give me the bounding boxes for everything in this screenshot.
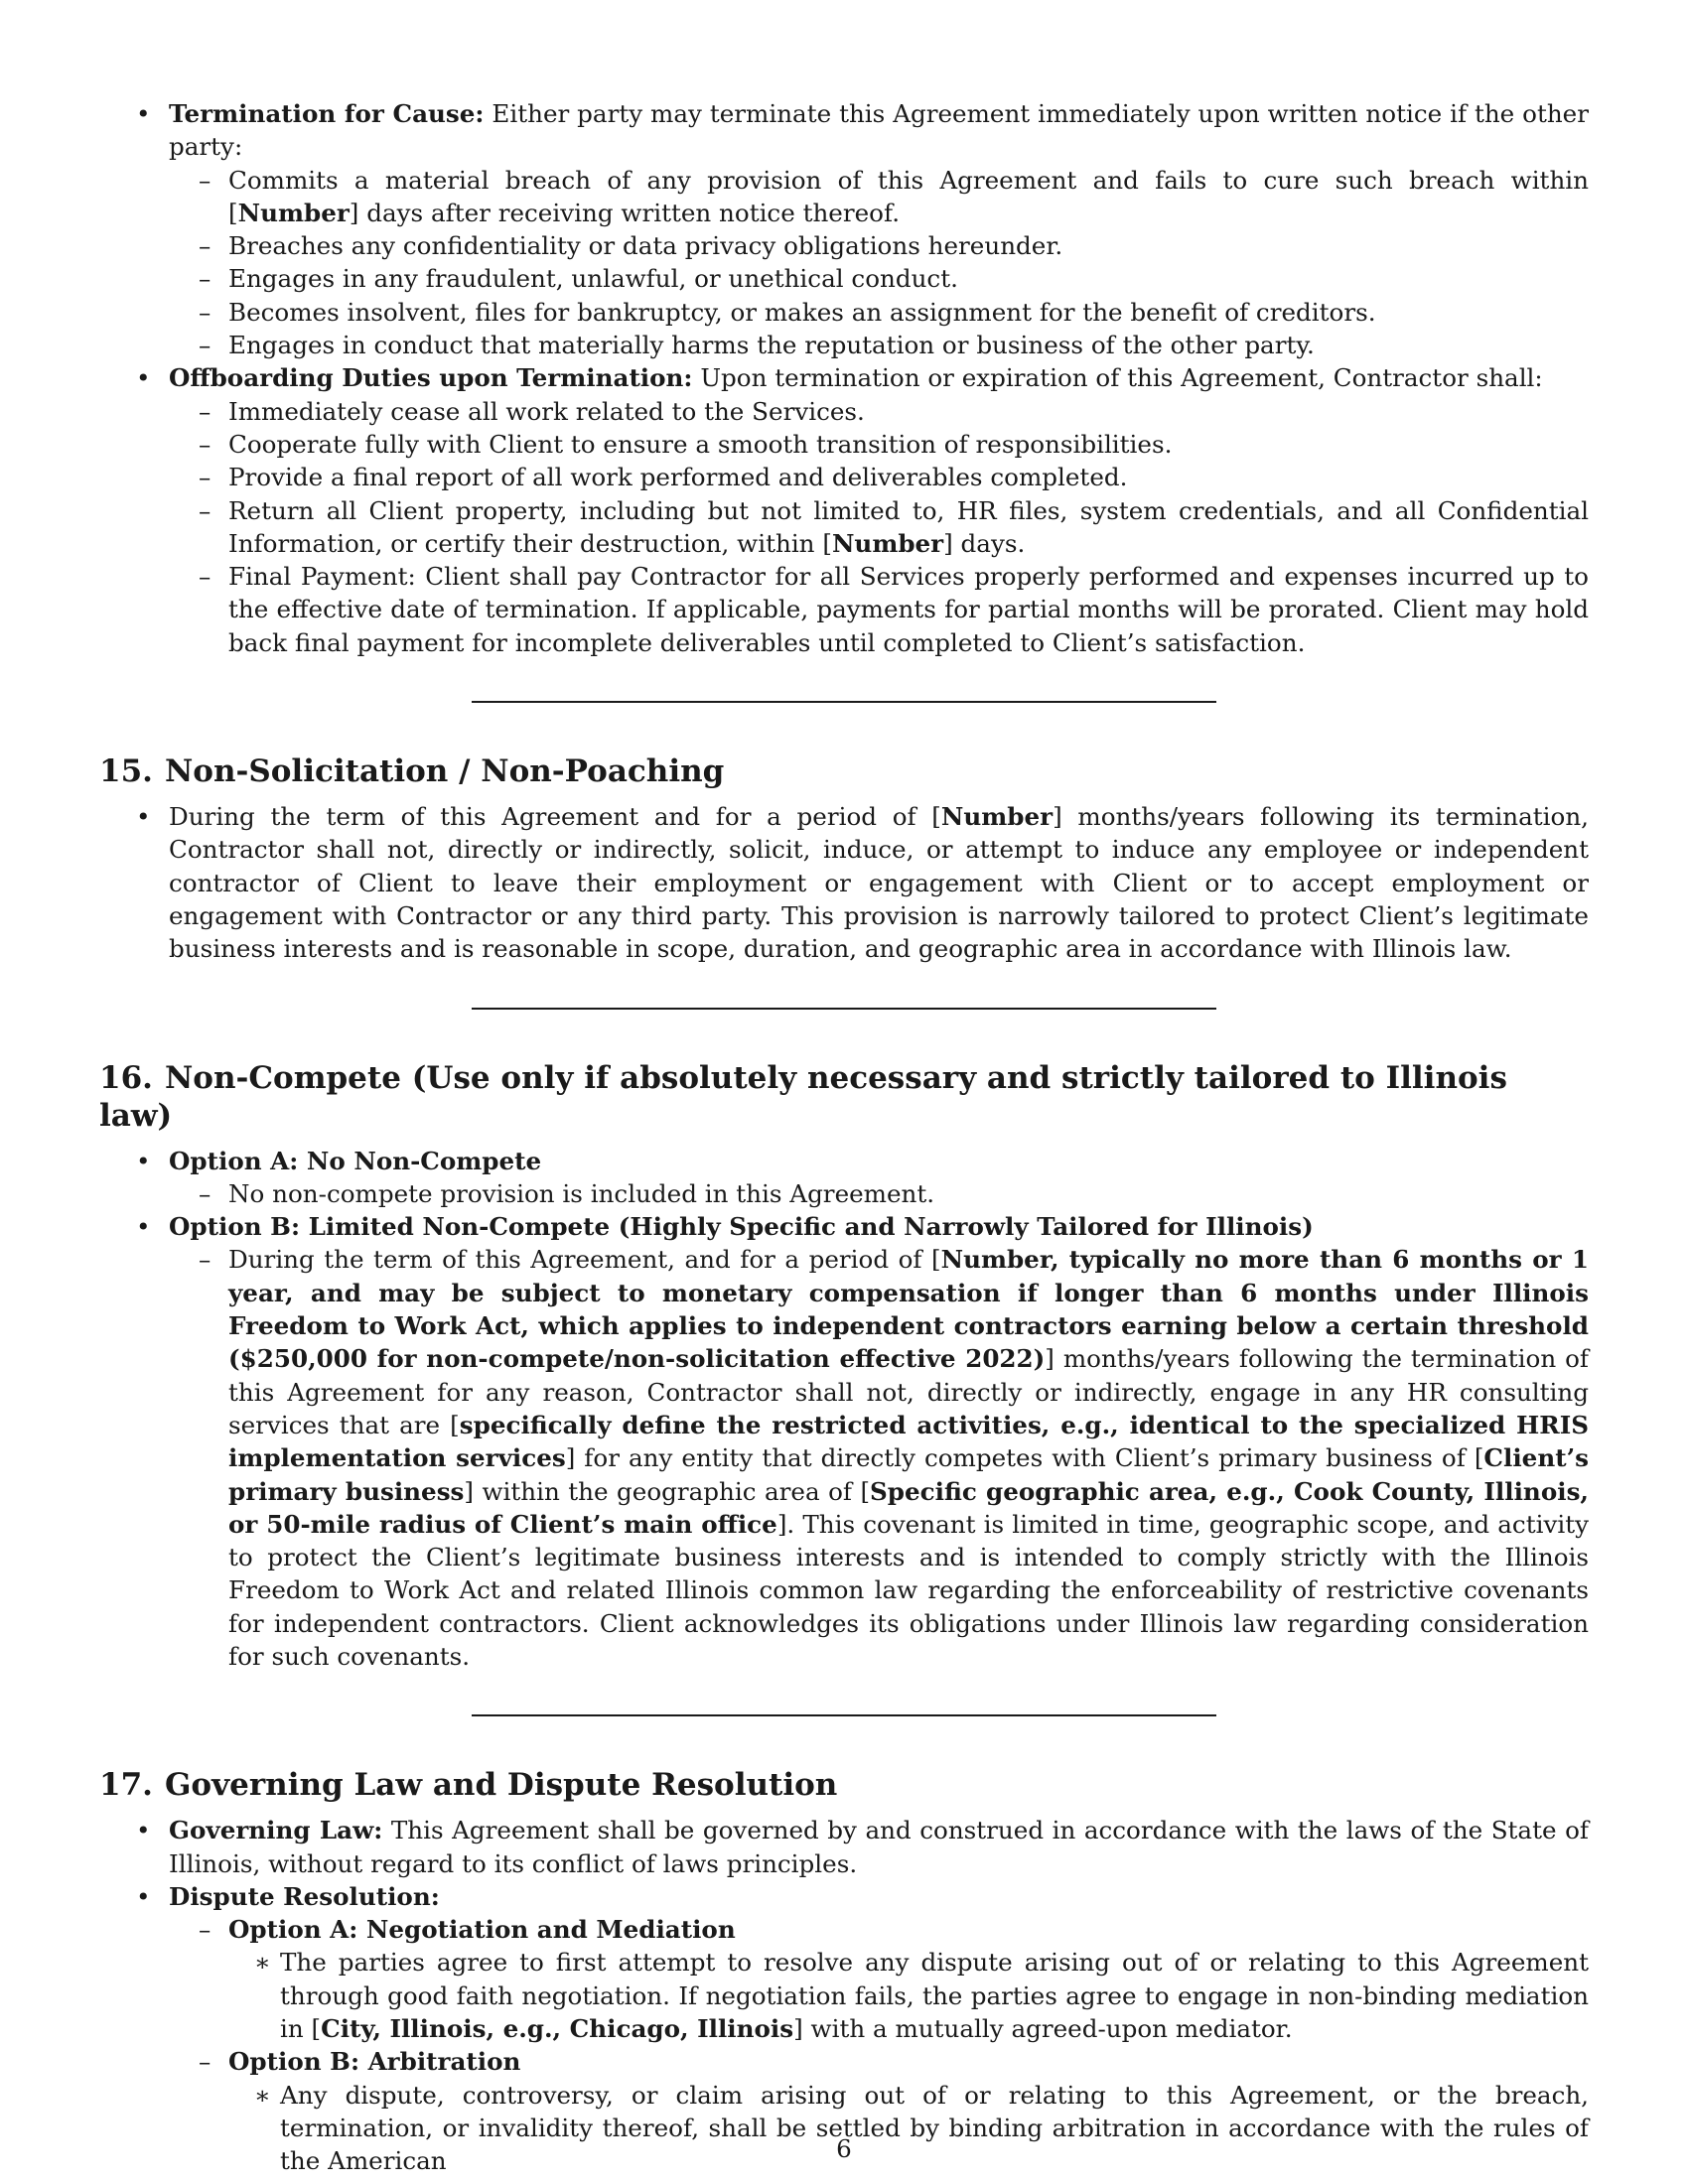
list-item xyxy=(169,1243,1589,1673)
option-a-label: Option A: No Non-Compete xyxy=(169,1146,542,1175)
section-16-list xyxy=(99,1145,1589,1674)
list-item: – Becomes insolvent, files for bankruptcy, or makes an assignment for the benefit of creditors. xyxy=(169,296,1589,329)
offboarding-label: Offboarding Duties upon Termination: xyxy=(169,363,693,393)
list-item: – No non-compete provision is included in this Agreement. xyxy=(169,1177,1589,1210)
text-run: The parties agree to first attempt to resolve any dispute arising out of or relating to this Agreement through good faith negotiation. If negotiation fails, the parties agree to engage in non-binding mediation in [ xyxy=(280,1948,1589,2044)
text-run: ] with a mutually agreed-upon mediator. xyxy=(793,2014,1293,2044)
section-16-heading xyxy=(99,1059,1589,1135)
governing-law-text: This Agreement shall be governed by and construed in accordance with the laws of the State of Illinois, without regard to its conflict of laws principles. xyxy=(169,1816,1589,1878)
dispute-option-a-sublist xyxy=(228,1946,1589,2045)
section-number: 15. xyxy=(99,753,153,790)
text-run: Commits a material breach of any provision of this Agreement and fails to cure such breach within [ xyxy=(228,165,1589,227)
termination-for-cause xyxy=(99,97,1589,361)
section-17-list xyxy=(99,1814,1589,2177)
list-item xyxy=(169,494,1589,561)
offboarding-text: Upon termination or expiration of this Agreement, Contractor shall: xyxy=(692,363,1543,393)
governing-law-label: Governing Law: xyxy=(169,1816,383,1845)
list-item: – Final Payment: Client shall pay Contractor for all Services properly performed and expenses incurred up to the effective date of termination. If applicable, payments for partial months will be prorated. Client may hold back final payment for incomplete deliverables until completed to Client’s satisfaction. xyxy=(169,560,1589,659)
placeholder-bold: Number xyxy=(237,198,350,227)
option-b-sublist xyxy=(169,1243,1589,1673)
text-run: During the term of this Agreement and for a period of [ xyxy=(169,802,941,832)
list-item: – Engages in any fraudulent, unlawful, or unethical conduct. xyxy=(169,262,1589,295)
option-a xyxy=(99,1145,1589,1211)
section-divider xyxy=(472,1714,1216,1716)
text-run: ] days. xyxy=(943,528,1026,558)
list-item: ∗ Any dispute, controversy, or claim arising out of or relating to this Agreement, or the breach, termination, or invalidity thereof, shall be settled by binding arbitration in accordance with the rules of the American xyxy=(228,2079,1589,2178)
placeholder-bold: Number xyxy=(940,802,1054,832)
section-number: 17. xyxy=(99,1767,153,1804)
termination-cause-sublist xyxy=(169,164,1589,362)
option-b xyxy=(99,1210,1589,1673)
placeholder-bold: Number xyxy=(831,528,944,558)
option-a-sublist xyxy=(169,1177,1589,1210)
document-body xyxy=(99,97,1589,2178)
list-item xyxy=(169,164,1589,230)
section-divider xyxy=(472,701,1216,703)
dispute-resolution-label: Dispute Resolution: xyxy=(169,1881,440,1911)
section-title: Non-Solicitation / Non-Poaching xyxy=(164,753,725,790)
list-item: – Immediately cease all work related to the Services. xyxy=(169,395,1589,428)
section-15-list xyxy=(99,800,1589,965)
dispute-option-a-label: Option A: Negotiation and Mediation xyxy=(228,1915,736,1945)
placeholder-bold: specifically define the restricted activities, e.g., identical to the specialized HRIS implementation services xyxy=(228,1410,1589,1473)
section-15-heading xyxy=(99,752,1589,790)
page-number: 6 xyxy=(836,2134,852,2163)
list-item xyxy=(99,800,1589,965)
placeholder-bold: Client’s primary business xyxy=(228,1443,1589,1506)
list-item: – Provide a final report of all work performed and deliverables completed. xyxy=(169,461,1589,493)
placeholder-bold: City, Illinois, e.g., Chicago, Illinois xyxy=(321,2014,794,2044)
list-item: – Engages in conduct that materially harms the reputation or business of the other party. xyxy=(169,329,1589,361)
text-run: Return all Client property, including but not limited to, HR files, system credentials, and all Confidential Information, or certify their destruction, within [ xyxy=(228,495,1589,558)
text-run: ] months/years following the termination of this Agreement for any reason, Contractor shall not, directly or indirectly, engage in any HR consulting services that are [ xyxy=(228,1344,1589,1439)
list-item: – Breaches any confidentiality or data privacy obligations hereunder. xyxy=(169,229,1589,262)
termination-list xyxy=(99,97,1589,659)
text-run: ] for any entity that directly competes with Client’s primary business of [ xyxy=(565,1443,1484,1473)
text-run: ] months/years following its termination, Contractor shall not, directly or indirectly, solicit, induce, or attempt to induce any employee or independent contractor of Client to leave their employment or engagement with Client or to accept employment or engagement with Contractor or any third party. This provision is narrowly tailored to protect Client’s legitimate business interests and is reasonable in scope, duration, and geographic area in accordance with Illinois law. xyxy=(169,802,1589,964)
list-item: – Cooperate fully with Client to ensure a smooth transition of responsibilities. xyxy=(169,428,1589,461)
text-run: During the term of this Agreement, and for a period of [ xyxy=(228,1245,941,1275)
dispute-option-a xyxy=(169,1913,1589,2045)
offboarding-sublist xyxy=(169,395,1589,659)
governing-law xyxy=(99,1814,1589,1880)
offboarding-duties xyxy=(99,361,1589,659)
dispute-resolution xyxy=(99,1880,1589,2178)
option-b-label: Option B: Limited Non-Compete (Highly Specific and Narrowly Tailored for Illinois) xyxy=(169,1212,1314,1242)
section-title: Governing Law and Dispute Resolution xyxy=(164,1767,838,1804)
termination-for-cause-text: Either party may terminate this Agreement immediately upon written notice if the other party: xyxy=(169,99,1589,162)
text-run: ] within the geographic area of [ xyxy=(464,1476,871,1506)
dispute-option-b-label: Option B: Arbitration xyxy=(228,2047,521,2077)
section-number: 16. xyxy=(99,1059,153,1096)
text-run: ]. This covenant is limited in time, geographic scope, and activity to protect the Client’s legitimate business interests and is intended to comply strictly with the Illinois Freedom to Work Act and related Illinois common law regarding the enforceability of restrictive covenants for independent contractors. Client acknowledges its obligations under Illinois law regarding consideration for such covenants. xyxy=(228,1509,1589,1671)
termination-for-cause-label: Termination for Cause: xyxy=(169,99,485,128)
placeholder-bold: Specific geographic area, e.g., Cook County, Illinois, or 50-mile radius of Client’s main office xyxy=(228,1476,1589,1539)
placeholder-bold: Number, typically no more than 6 months or 1 year, and may be subject to monetary compensation if longer than 6 months under Illinois Freedom to Work Act, which applies to independent contractors earning below a certain threshold ($250,000 for non-compete/non-solicitation effective 2022) xyxy=(228,1245,1589,1374)
list-item xyxy=(228,1946,1589,2045)
section-17-heading xyxy=(99,1766,1589,1804)
section-title: Non-Compete (Use only if absolutely necessary and strictly tailored to Illinois law) xyxy=(99,1059,1507,1134)
text-run: ] days after receiving written notice thereof. xyxy=(349,198,901,227)
section-divider xyxy=(472,1008,1216,1010)
